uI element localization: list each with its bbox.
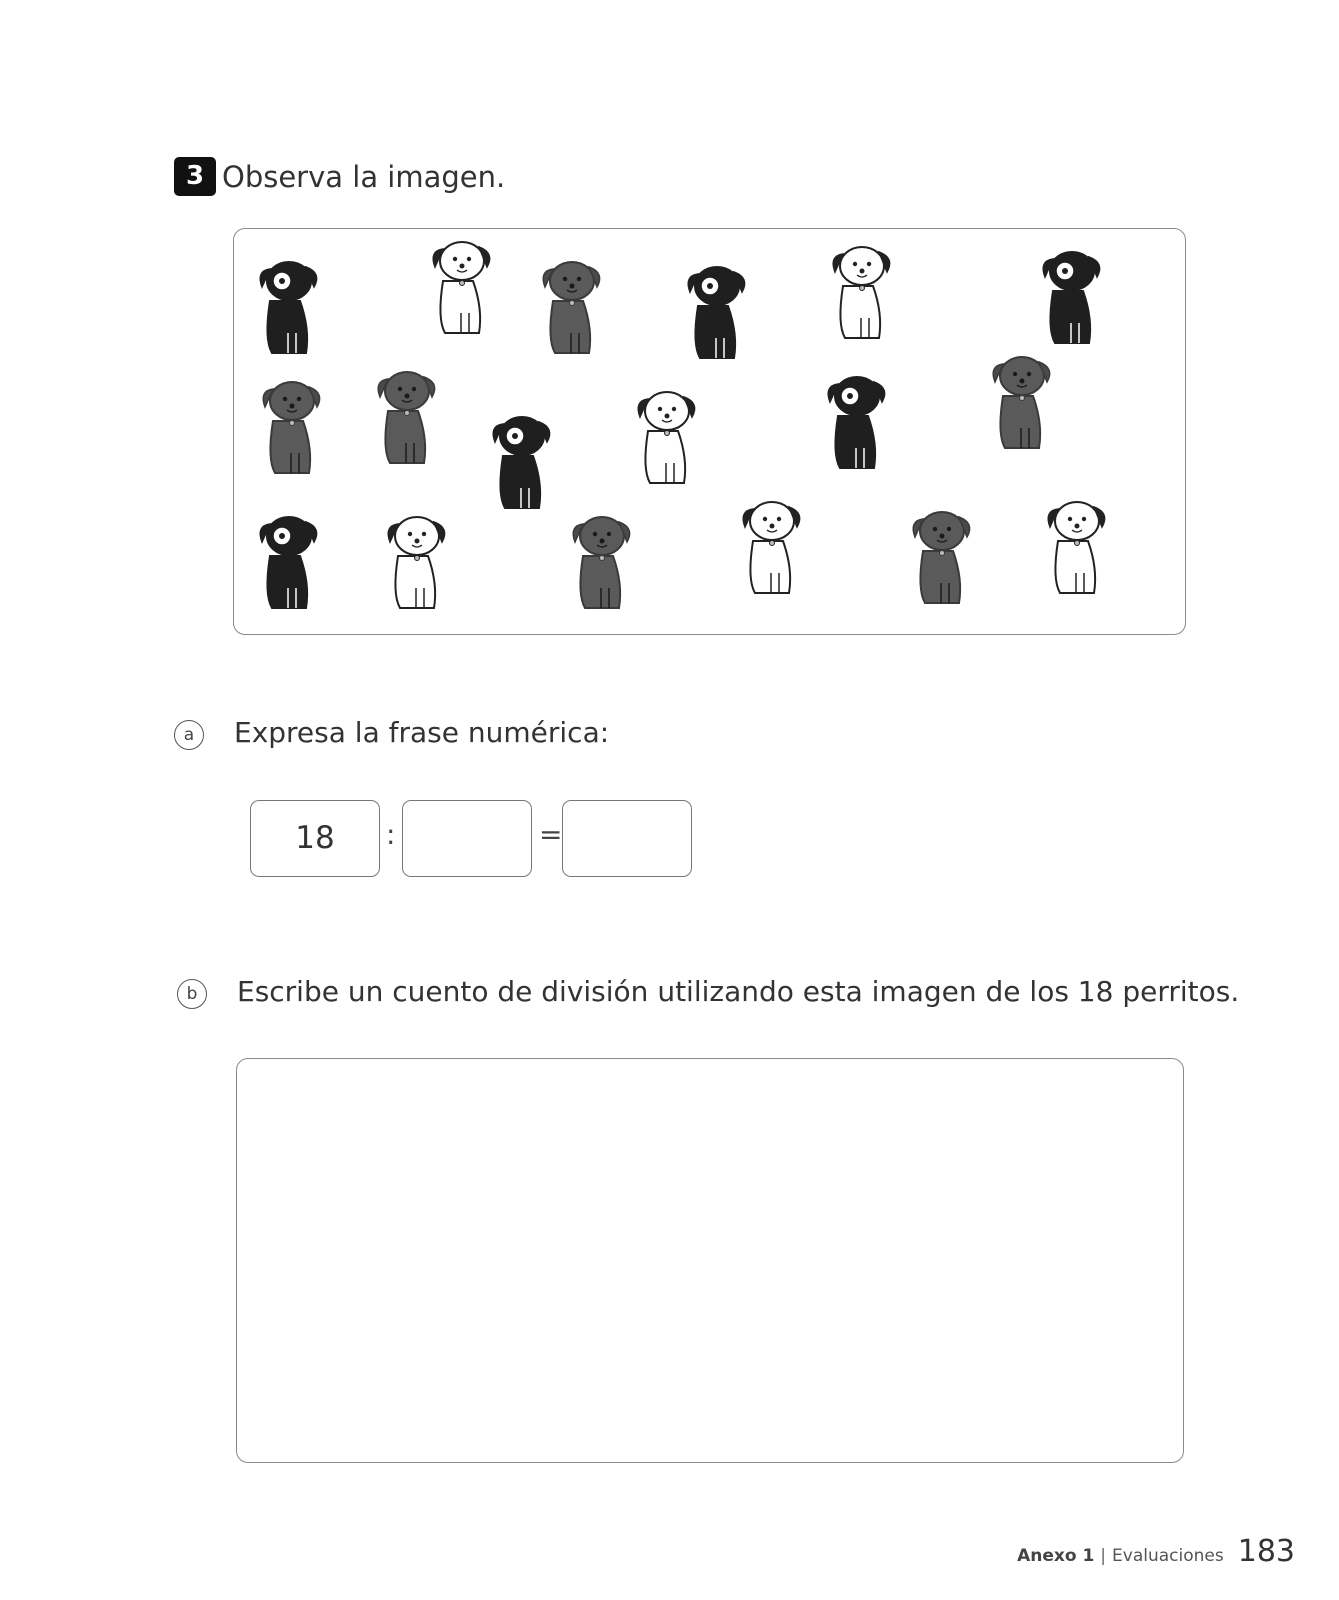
divisor-answer-box[interactable] [402,800,532,877]
divide-symbol: : [386,818,396,851]
dog-gray-icon [263,382,319,473]
dog-black-icon [493,417,549,508]
dog-white-icon [638,392,694,483]
equals-symbol: = [539,818,563,851]
dog-gray-icon [993,357,1049,448]
dog-white-icon [433,242,489,333]
item-a-letter: a [174,720,204,750]
dog-gray-icon [543,262,599,353]
story-answer-box[interactable] [236,1058,1184,1463]
footer-section: Evaluaciones [1112,1546,1224,1566]
dog-white-icon [1048,502,1104,593]
footer-annex: Anexo 1 [1017,1546,1095,1566]
dog-black-icon [260,517,316,608]
footer-separator: | [1100,1546,1107,1566]
dog-gray-icon [378,372,434,463]
dog-white-icon [743,502,799,593]
dog-black-icon [828,377,884,468]
dog-black-icon [1043,252,1099,343]
dog-black-icon [260,262,316,353]
dog-gray-icon [913,512,969,603]
quotient-answer-box[interactable] [562,800,692,877]
item-a-instruction: Expresa la frase numérica: [234,716,610,749]
page-number: 183 [1237,1534,1295,1569]
page-footer [1017,1534,1295,1569]
question-number: 3 [174,157,216,196]
dividend-box: 18 [250,800,380,877]
dogs-picture [233,228,1186,635]
dog-white-icon [833,247,889,338]
question-title: Observa la imagen. [222,160,506,194]
dog-gray-icon [573,517,629,608]
dogs-illustration [234,229,1185,634]
item-b-letter: b [177,979,207,1009]
dog-white-icon [388,517,444,608]
item-b-instruction: Escribe un cuento de división utilizando esta imagen de los 18 perritos. [237,975,1240,1008]
dog-black-icon [688,267,744,358]
